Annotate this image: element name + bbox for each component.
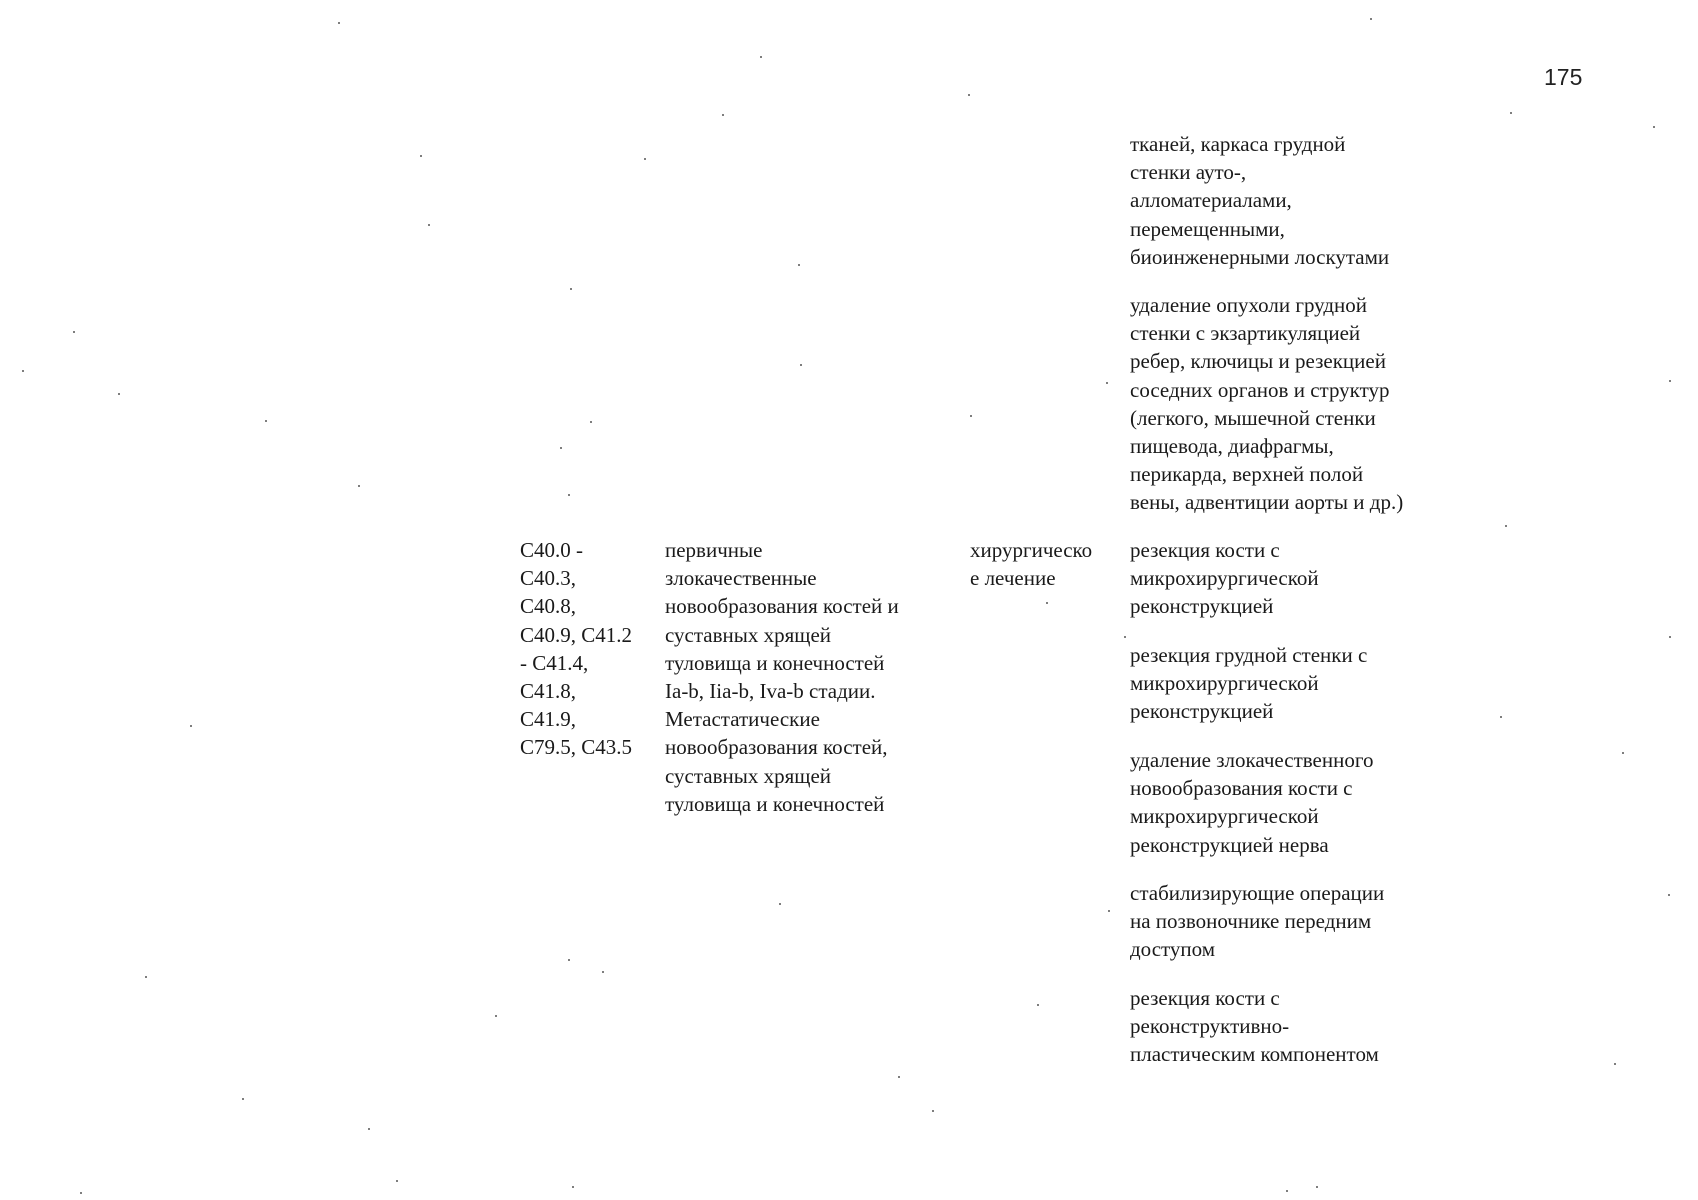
- scan-speck: [265, 420, 267, 422]
- scan-speck: [800, 364, 802, 366]
- scan-speck: [570, 288, 572, 290]
- scan-speck: [1669, 380, 1671, 382]
- procedure-text: удаление опухоли грудной стенки с экзартикуляцией ребер, ключицы и резекцией соседних органов и структур (легкого, мышечной стенки пищевода, диафрагмы, перикарда, верхней полой вены, адвентиции аорты и др.): [1130, 293, 1404, 515]
- scan-speck: [368, 1128, 370, 1130]
- icd-code-cell: C40.0 - C40.3, C40.8, C40.9, C41.2 - C41.4, C41.8, C41.9, C79.5, C43.5: [520, 538, 633, 760]
- procedure-text: стабилизирующие операции на позвоночнике передним доступом: [1130, 881, 1385, 962]
- scan-speck: [1505, 525, 1507, 527]
- scan-speck: [898, 1076, 900, 1078]
- scan-speck: [970, 415, 972, 417]
- scan-speck: [560, 447, 562, 449]
- scan-speck: [242, 1098, 244, 1100]
- scan-speck: [1622, 752, 1624, 754]
- scan-speck: [22, 370, 24, 372]
- scan-speck: [396, 1180, 398, 1182]
- scan-speck: [428, 224, 430, 226]
- scan-speck: [420, 155, 422, 157]
- diagnosis-cell: первичные злокачественные новообразования костей и суставных хрящей туловища и конечностей Ia-b, Iia-b, Iva-b стадии. Метастатические новообразования костей, суставных хрящей туловища и конечностей: [665, 538, 899, 816]
- scan-speck: [1614, 1063, 1616, 1065]
- scan-speck: [1653, 126, 1655, 128]
- procedure-text: резекция кости с микрохирургической реконструкцией: [1130, 538, 1319, 619]
- scan-speck: [602, 971, 604, 973]
- scan-speck: [1108, 910, 1110, 912]
- treatment-method-cell: хирургическо е лечение: [970, 538, 1093, 591]
- scan-speck: [1286, 1190, 1288, 1192]
- scan-speck: [722, 114, 724, 116]
- scan-speck: [118, 393, 120, 395]
- scan-speck: [568, 959, 570, 961]
- scan-speck: [968, 94, 970, 96]
- scan-speck: [590, 421, 592, 423]
- scan-speck: [1316, 1186, 1318, 1188]
- scan-speck: [145, 976, 147, 978]
- scan-speck: [73, 331, 75, 333]
- scan-speck: [358, 485, 360, 487]
- procedure-text: тканей, каркаса грудной стенки ауто-, алломатериалами, перемещенными, биоинженерными лоскутами: [1130, 132, 1390, 269]
- scan-speck: [1124, 636, 1126, 638]
- scan-speck: [190, 725, 192, 727]
- scan-speck: [1510, 112, 1512, 114]
- scan-speck: [1037, 1004, 1039, 1006]
- scan-speck: [1106, 382, 1108, 384]
- scan-speck: [1668, 894, 1670, 896]
- scan-speck: [568, 494, 570, 496]
- scan-speck: [779, 903, 781, 905]
- procedure-text: резекция кости с реконструктивно- пластическим компонентом: [1130, 986, 1379, 1067]
- scan-speck: [1046, 602, 1048, 604]
- scan-speck: [80, 1192, 82, 1194]
- scan-speck: [338, 22, 340, 24]
- procedure-text: резекция грудной стенки с микрохирургической реконструкцией: [1130, 643, 1368, 724]
- scan-speck: [1500, 716, 1502, 718]
- procedure-text: удаление злокачественного новообразования кости с микрохирургической реконструкцией нерва: [1130, 748, 1374, 857]
- scan-speck: [644, 158, 646, 160]
- scan-speck: [798, 264, 800, 266]
- scan-speck: [495, 1015, 497, 1017]
- scan-speck: [932, 1110, 934, 1112]
- scan-speck: [760, 56, 762, 58]
- scan-speck: [1370, 18, 1372, 20]
- page-number: 175: [1544, 64, 1583, 90]
- scan-speck: [572, 1186, 574, 1188]
- scan-speck: [1669, 636, 1671, 638]
